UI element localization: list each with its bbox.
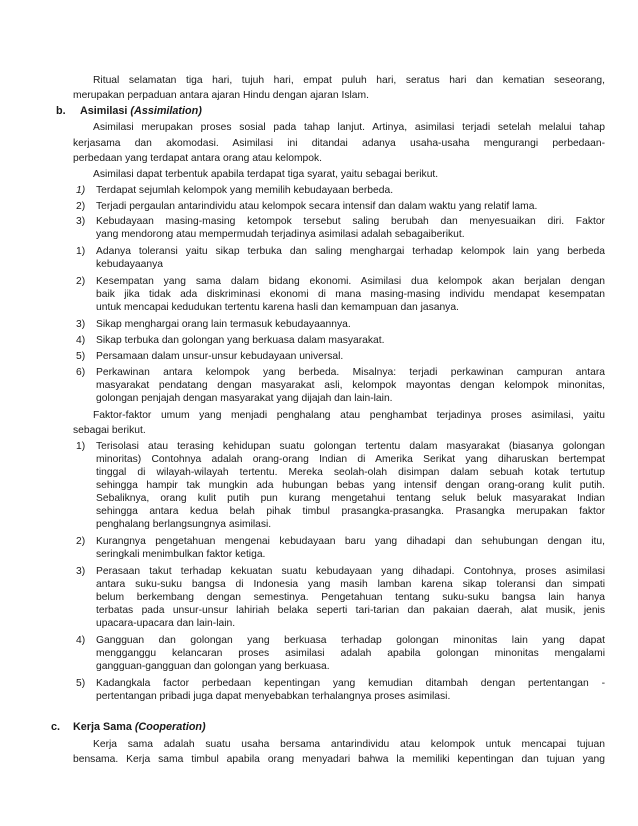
list2-item-line: seringkali menimbulkan faktor ketiga. — [96, 549, 266, 560]
list1-number: 3) — [76, 319, 86, 330]
section-b-para2: Asimilasi dapat terbentuk apabila terdapat tiga syarat, yaitu sebagai berikut. — [93, 169, 439, 180]
section-b-heading — [80, 105, 202, 118]
section-c-para1-line-2: bensama. Kerja sama timbul apabila orang menyadari bahwa la memiliki kepentingan dan tujuan yang — [73, 754, 605, 765]
list2-item-line: penghalang berlangsungnya asimilasi. — [96, 519, 272, 530]
list1-item-line: Terdapat sejumlah kelompok yang memilih kebudayaan berbeda. — [96, 185, 394, 196]
section-b-para1-line-3: perbedaan yang terdapat antara orang atau kelompok. — [73, 153, 323, 164]
list1-item-line: kebudayaanya — [96, 259, 163, 270]
list1-number: 2) — [76, 201, 86, 212]
list2-number: 1) — [76, 441, 86, 452]
list1-number: 6) — [76, 367, 86, 378]
list1-number: 1) — [76, 185, 86, 196]
section-b-para1-line-2: kerjasama dan akomodasi. Asimilasi ini ditandai adanya usaha-usaha mengurangi perbedaan- — [73, 138, 605, 149]
list1-item-line: golongan penjajah dengan masyarakat yang dijajah dan lain-lain. — [96, 393, 393, 404]
list2-item-line: upacara-upacara dan lain-lain. — [96, 618, 236, 629]
section-b-para3-line-2: sebagai berikut. — [73, 425, 146, 436]
list1-item-line: Persamaan dalam unsur-unsur kebudayaan universal. — [96, 351, 344, 362]
list1-item-line: Terjadi pergaulan antarindividu atau kelompok secara intensif dan dalam waktu yang relatif lama. — [96, 201, 538, 212]
list2-item-line: minoritas) Contohnya adalah orang-orang Indian di Amerika Serikat yang diharuskan bertempat — [96, 454, 605, 465]
list2-item-line: Terisolasi atau terasing kehidupan suatu golongan tertentu dalam masyarakat (biasanya golongan — [96, 441, 605, 452]
list2-item-line: tinggal di wilayah-wilayah tertentu. Mereka seolah-olah disimpan dalam sebuah kotak tertutup — [96, 467, 605, 478]
list1-number: 4) — [76, 335, 86, 346]
list2-item-line: Kurangnya pengetahuan mengenai kebudayaan baru yang dihadapi dan sehubungan dengan itu, — [96, 536, 605, 547]
section-c-heading — [73, 721, 206, 734]
section-c-marker: c. — [51, 721, 61, 733]
list2-item-line: Kadangkala factor perbedaan kepentingan yang kemudian ditambah dengan pertentangan - — [96, 678, 605, 689]
list1-item-line: Sikap terbuka dan golongan yang berkuasa dalam masyarakat. — [96, 335, 385, 346]
section-c-title-en: (Cooperation) — [134, 721, 206, 733]
section-b-title-en: (Assimilation) — [130, 105, 202, 117]
section-c-para1-line-1: Kerja sama adalah suatu usaha bersama antarindividu atau kelompok untuk mencapai tujuan — [93, 739, 605, 750]
intro-line-1: Ritual selamatan tiga hari, tujuh hari, empat puluh hari, seratus hari dan kematian seseorang, — [93, 75, 605, 86]
list2-item-line: pertentangan pribadi juga dapat menyebabkan terhalangnya proses asimilasi. — [96, 691, 451, 702]
section-b-marker: b. — [56, 105, 66, 117]
list1-item-line: Perkawinan antara kelompok yang berbeda. Misalnya: terjadi perkawinan campuran antara — [96, 367, 605, 378]
list2-number: 2) — [76, 536, 86, 547]
list2-number: 4) — [76, 635, 86, 646]
list1-number: 5) — [76, 351, 86, 362]
list2-item-line: Sebaliknya, orang kulit putih pun kurang mengetahui tentang seluk beluk masyarakat Indian — [96, 493, 605, 504]
list2-item-line: sehingga hampir tak mungkin ada hubungan bebas yang intensif dengan orang-orang kulit putih. — [96, 480, 605, 491]
list2-item-line: gangguan-gangguan dan golongan yang berkuasa. — [96, 661, 330, 672]
intro-line-2: merupakan perpaduan antara ajaran Hindu dengan ajaran Islam. — [73, 90, 369, 101]
section-b-title: Asimilasi — [80, 105, 128, 117]
section-b-para3-line-1: Faktor-faktor umum yang menjadi penghalang atau penghambat terjadinya proses asimilasi, yaitu — [93, 410, 605, 421]
list1-item-line: Kebudayaan masing-masing ketompok tersebut saling berubah dan menyesuaikan diri. Faktor — [96, 216, 605, 227]
list1-item-line: Sikap menghargai orang lain termasuk kebudayaannya. — [96, 319, 351, 330]
list2-item-line: Gangguan dan golongan yang berkuasa terhadap golongan minonitas lain yang dapat — [96, 635, 605, 646]
list2-item-line: Perasaan takut terhadap kekuatan suatu kebudayaan yang dihadapi. Contohnya, proses asimilasi — [96, 566, 605, 577]
list2-item-line: mengganggu kelancaran proses asimilasi adalah apabila golongan minonitas mengalami — [96, 648, 605, 659]
list2-item-line: belum berkembang dengan semestinya. Pengetahuan tentang suku-suku bangsa lain hanya — [96, 592, 605, 603]
list1-number: 3) — [76, 216, 86, 227]
list2-item-line: antara suku-suku bangsa di Indonesia yang masih lamban karena sikap toleransi dan simpati — [96, 579, 605, 590]
list2-item-line: terbatas pada unsur-unsur lahiriah belaka seperti tari-tarian dan pakaian daerah, alat musik, jenis — [96, 605, 605, 616]
list1-item-line: masyarakat pendatang dengan masyarakat asli, kelompok mayontas dengan kelompok minonitas, — [96, 380, 605, 391]
section-c-title: Kerja Sama — [73, 721, 132, 733]
list1-item-line: Kesempatan yang sama dalam bidang ekonomi. Asimilasi dua kelompok akan berjalan dengan — [96, 276, 605, 287]
list2-number: 3) — [76, 566, 86, 577]
list1-number: 1) — [76, 246, 86, 257]
list1-item-line: baik jika tidak ada diskriminasi ekonomi di mana masing-masing individu mendapat kesempatan — [96, 289, 605, 300]
list1-item-line: yang mendorong atau mempermudah terjadinya asimilasi adalah sebagaiberikut. — [96, 229, 465, 240]
list2-number: 5) — [76, 678, 86, 689]
list1-number: 2) — [76, 276, 86, 287]
list1-item-line: untuk mencapai kedudukan tertentu karena hasli dan kemampuan dan jasanya. — [96, 302, 459, 313]
list1-item-line: Adanya toleransi yaitu sikap terbuka dan saling menghargai terhadap kelompok lain yang berbeda — [96, 246, 605, 257]
section-b-para1-line-1: Asimilasi merupakan proses sosial pada tahap lanjut. Artinya, asimilasi terjadi setelah melalui tahap — [93, 122, 605, 133]
list2-item-line: sehingga antara kedua belah pihak timbul prasangka-prasangka. Prasangka merupakan faktor — [96, 506, 605, 517]
